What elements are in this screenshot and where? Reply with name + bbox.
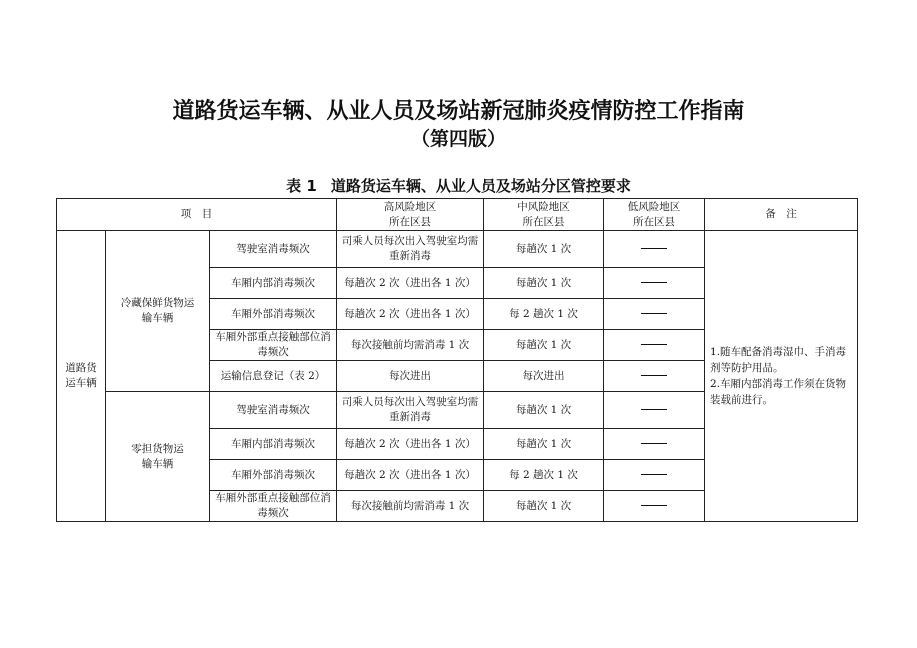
- high-risk-cell: 每趟次 2 次（进出各 1 次）: [337, 268, 484, 299]
- dash-mark: [641, 443, 667, 444]
- mid-risk-cell: 每趟次 1 次: [484, 429, 604, 460]
- item-cell: 车厢外部消毒频次: [210, 460, 337, 491]
- control-requirements-table: [56, 198, 858, 522]
- mid-risk-cell: 每趟次 1 次: [484, 231, 604, 268]
- dash-mark: [641, 344, 667, 345]
- mid-risk-cell: 每 2 趟次 1 次: [484, 299, 604, 330]
- low-risk-cell: [604, 460, 705, 491]
- item-cell: 车厢外部重点接触部位消毒频次: [210, 491, 337, 522]
- high-risk-cell: 每趟次 2 次（进出各 1 次）: [337, 460, 484, 491]
- high-risk-cell: 每次进出: [337, 361, 484, 392]
- low-risk-cell: [604, 330, 705, 361]
- remark-line-1: 1.随车配备消毒湿巾、手消毒剂等防护用品。: [710, 346, 847, 374]
- header-mid-risk: [484, 199, 604, 231]
- remark-line-2: 2.车厢内部消毒工作须在货物装载前进行。: [710, 378, 847, 406]
- table-caption: [0, 175, 917, 196]
- table-row: [57, 231, 858, 268]
- high-risk-cell: 每趟次 2 次（进出各 1 次）: [337, 299, 484, 330]
- dash-mark: [641, 409, 667, 410]
- low-risk-cell: [604, 231, 705, 268]
- group-cell: 冷藏保鲜货物运输车辆: [106, 231, 210, 392]
- header-low-line2: 所在区县: [633, 215, 676, 228]
- low-risk-cell: [604, 299, 705, 330]
- item-cell: 车厢内部消毒频次: [210, 429, 337, 460]
- table-header-row: [57, 199, 858, 231]
- mid-risk-cell: 每趟次 1 次: [484, 330, 604, 361]
- mid-risk-cell: 每趟次 1 次: [484, 491, 604, 522]
- low-risk-cell: [604, 361, 705, 392]
- table-caption-text: 道路货运车辆、从业人员及场站分区管控要求: [330, 177, 631, 195]
- low-risk-cell: [604, 491, 705, 522]
- remark-cell: [705, 231, 858, 522]
- high-risk-cell: 每次接触前均需消毒 1 次: [337, 330, 484, 361]
- dash-mark: [641, 248, 667, 249]
- document-title: 道路货运车辆、从业人员及场站新冠肺炎疫情防控工作指南: [172, 99, 745, 124]
- mid-risk-cell: 每次进出: [484, 361, 604, 392]
- high-risk-cell: 司乘人员每次出入驾驶室均需重新消毒: [337, 231, 484, 268]
- dash-mark: [641, 505, 667, 506]
- item-cell: 驾驶室消毒频次: [210, 392, 337, 429]
- low-risk-cell: [604, 429, 705, 460]
- dash-mark: [641, 313, 667, 314]
- header-low-line1: 低风险地区: [627, 200, 681, 213]
- header-remark: 备 注: [705, 199, 858, 231]
- high-risk-cell: 每趟次 2 次（进出各 1 次）: [337, 429, 484, 460]
- item-cell: 驾驶室消毒频次: [210, 231, 337, 268]
- item-cell: 车厢内部消毒频次: [210, 268, 337, 299]
- header-high-risk: [337, 199, 484, 231]
- document-subtitle: （第四版）: [410, 128, 506, 150]
- header-mid-line1: 中风险地区: [517, 200, 570, 213]
- mid-risk-cell: 每 2 趟次 1 次: [484, 460, 604, 491]
- dash-mark: [641, 282, 667, 283]
- item-cell: 车厢外部消毒频次: [210, 299, 337, 330]
- header-high-line1: 高风险地区: [383, 200, 437, 213]
- table-caption-number: 表 1: [286, 177, 317, 195]
- item-cell: 车厢外部重点接触部位消毒频次: [210, 330, 337, 361]
- header-low-risk: [604, 199, 705, 231]
- mid-risk-cell: 每趟次 1 次: [484, 268, 604, 299]
- low-risk-cell: [604, 392, 705, 429]
- dash-mark: [641, 375, 667, 376]
- high-risk-cell: 每次接触前均需消毒 1 次: [337, 491, 484, 522]
- low-risk-cell: [604, 268, 705, 299]
- group-cell: 零担货物运输车辆: [106, 392, 210, 522]
- dash-mark: [641, 474, 667, 475]
- header-high-line2: 所在区县: [389, 215, 432, 228]
- category-cell: 道路货运车辆: [57, 231, 106, 522]
- header-item: 项 目: [57, 199, 337, 231]
- high-risk-cell: 司乘人员每次出入驾驶室均需重新消毒: [337, 392, 484, 429]
- mid-risk-cell: 每趟次 1 次: [484, 392, 604, 429]
- header-mid-line2: 所在区县: [522, 215, 565, 228]
- item-cell: 运输信息登记（表 2）: [210, 361, 337, 392]
